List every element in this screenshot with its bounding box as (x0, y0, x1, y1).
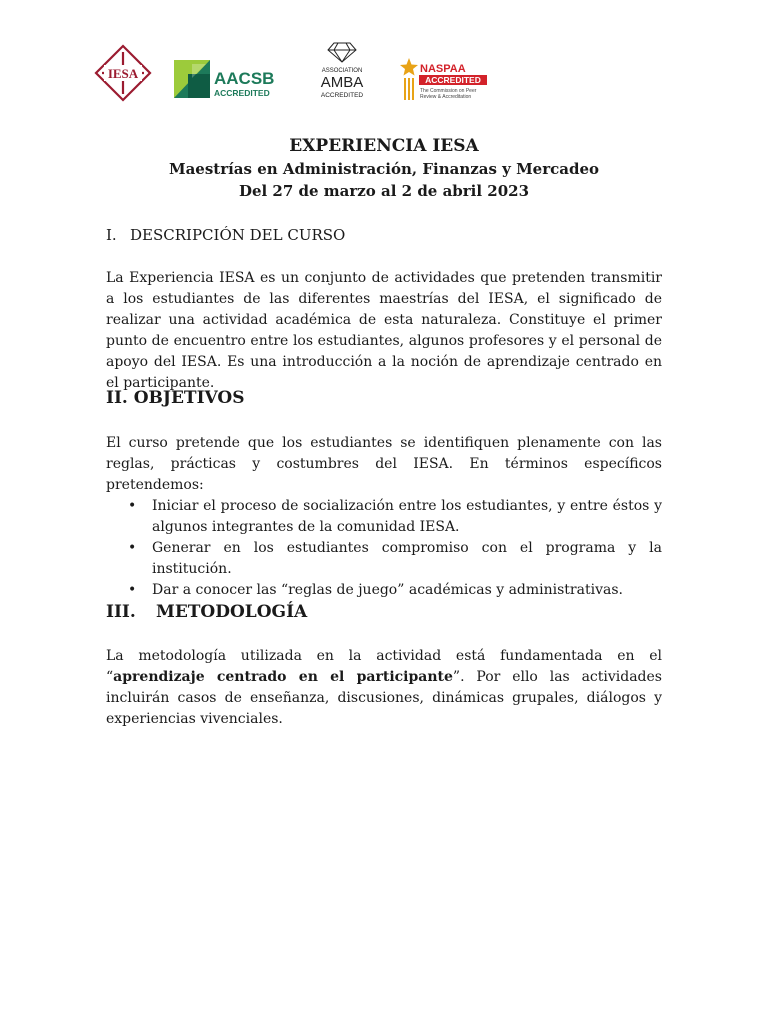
document-header (0, 134, 768, 202)
svg-text:NASPAA: NASPAA (420, 63, 466, 75)
section-body-descripcion: La Experiencia IESA es un conjunto de actividades que pretenden transmitir a los estudiantes de las diferentes maestrías del IESA, el significado de realizar una actividad académica de esta naturaleza. Constituye el primer punto de encuentro entre los estudiantes, algunos profesores y el personal de apoyo del IESA. Es una introducción a la noción de aprendizaje centrado en el participante. (106, 270, 662, 391)
section-heading-metodologia (106, 602, 307, 622)
svg-text:Review & Accreditation: Review & Accreditation (420, 94, 472, 100)
aacsb-logo (174, 60, 284, 100)
svg-text:AMBA: AMBA (320, 74, 364, 91)
svg-text:IESA: IESA (107, 66, 139, 81)
emphasis-text: aprendizaje centrado en el participante (113, 669, 453, 685)
document-subtitle: Maestrías en Administración, Finanzas y Mercadeo (168, 160, 600, 178)
list-item: • Dar a conocer las “reglas de juego” académicas y administrativas. (128, 580, 662, 601)
accreditation-logos (94, 40, 494, 106)
document-title: EXPERIENCIA IESA (289, 136, 479, 156)
bullet-icon: • (128, 540, 137, 556)
section-heading-descripcion (106, 226, 345, 244)
section-title: OBJETIVOS (133, 388, 245, 408)
bullet-icon: • (128, 498, 137, 514)
list-item: • Iniciar el proceso de socialización entre los estudiantes, y entre éstos y algunos integrantes de la comunidad IESA. (128, 498, 662, 535)
section-heading-objetivos (106, 388, 245, 408)
section-body-metodologia: La metodología utilizada en la actividad está fundamentada en el “aprendizaje centrado en el participante”. Por ello las actividades incluirán casos de enseñanza, discusiones, dinámicas grupales, diálogos y experiencias vivenciales. (106, 648, 662, 727)
section-number: III. (106, 602, 136, 622)
naspaa-logo (400, 58, 496, 102)
svg-text:ACCREDITED: ACCREDITED (320, 92, 364, 99)
bullet-icon: • (128, 582, 137, 598)
section-title: METODOLOGÍA (156, 602, 308, 622)
list-item: • Generar en los estudiantes compromiso con el programa y la institución. (128, 540, 662, 577)
amba-logo (310, 40, 374, 102)
svg-text:ASSOCIATION: ASSOCIATION (321, 68, 363, 74)
iesa-logo (94, 44, 152, 102)
svg-text:The Commission on Peer: The Commission on Peer (420, 88, 477, 94)
svg-text:AACSB: AACSB (214, 69, 275, 88)
svg-text:ACCREDITED: ACCREDITED (425, 75, 481, 85)
document-dates: Del 27 de marzo al 2 de abril 2023 (238, 182, 530, 200)
svg-text:ACCREDITED: ACCREDITED (214, 88, 270, 98)
objectives-list (128, 496, 662, 601)
section-body-objetivos: El curso pretende que los estudiantes se identifiquen plenamente con las reglas, prácticas y costumbres del IESA. En términos específicos pretendemos: (106, 435, 662, 493)
section-title: DESCRIPCIÓN DEL CURSO (130, 226, 346, 244)
section-number: I. (106, 226, 117, 244)
section-number: II. (106, 388, 128, 408)
